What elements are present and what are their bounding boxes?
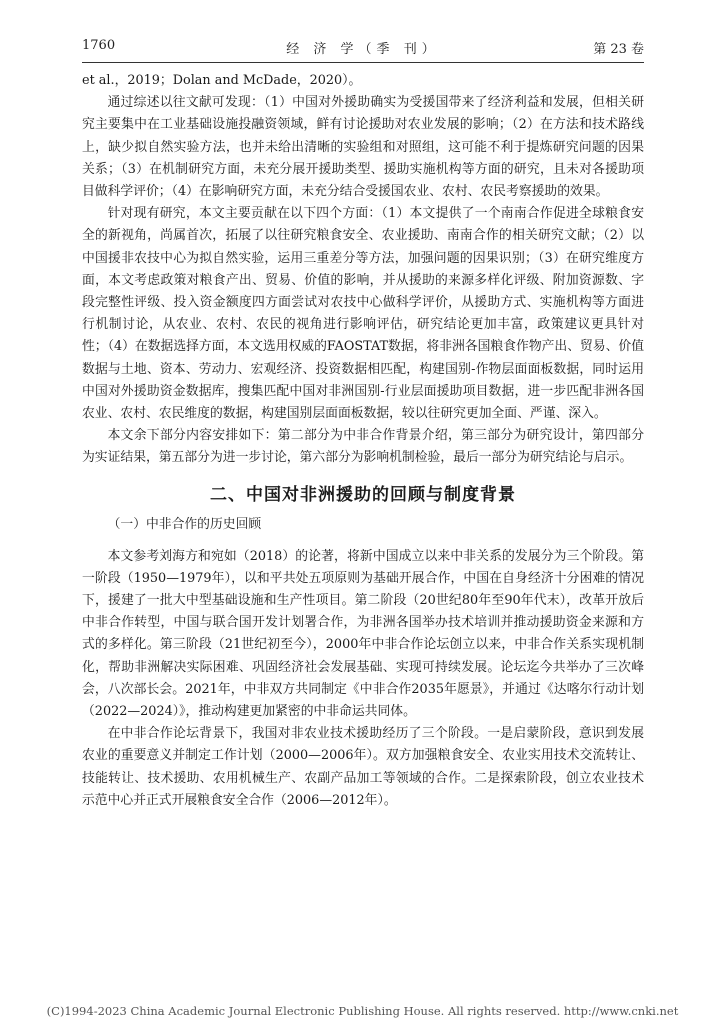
paragraph-contributions: 针对现有研究，本文主要贡献在以下四个方面：（1）本文提供了一个南南合作促进全球粮食安全的新视角，尚属首次，拓展了以往研究粮食安全、农业援助、南南合作的相关研究文献；（2）以中国援非农技中心为拟自然实验，运用三重差分等方法，加强问题的因果识别；（3）在研究维度方面，本文考虑政策对粮食产出、贸易、价值的影响，并从援助的来源多样化评级、附加资源数、字段完整性评级、投入资金额度四方面尝试对农技中心做科学评价，从援助方式、实施机构等方面进行机制讨论，从农业、农村、农民的视角进行影响评估，研究结论更加丰富，政策建议更具针对性；（4）在数据选择方面，本文选用权威的FAOSTAT数据，将非洲各国粮食作物产出、贸易、价值数据与土地、资本、劳动力、宏观经济、投资数据相匹配，构建国别-作物层面面板数据，同时运用中国对外援助资金数据库，搜集匹配中国对非洲国别-行业层面援助项目数据，进一步匹配非洲各国农业、农村、农民维度的数据，构建国别层面面板数据，较以往研究更加全面、严谨、深入。 xyxy=(82,206,644,422)
paragraph-structure: 本文余下部分内容安排如下：第二部分为中非合作背景介绍，第三部分为研究设计，第四部分为实证结果，第五部分为进一步讨论，第六部分为影响机制检验，最后一部分为研究结论与启示。 xyxy=(82,428,644,466)
subsection-title: （一）中非合作的历史回顾 xyxy=(107,516,262,532)
section-title: 二、中国对非洲援助的回顾与制度背景 xyxy=(210,484,516,505)
page-number: 1760 xyxy=(82,38,116,53)
header-rule xyxy=(82,62,644,63)
running-header xyxy=(82,38,644,60)
journal-name: 经 济 学（季 刊） xyxy=(286,42,440,57)
article-body xyxy=(82,70,644,812)
paragraph-citation-tail: et al.，2019；Dolan and McDade，2020）。 xyxy=(82,73,362,88)
paragraph-literature-review: 通过综述以往文献可发现：（1）中国对外援助确实为受援国带来了经济利益和发展，但相关研究主要集中在工业基础设施投融资领域，鲜有讨论援助对农业发展的影响；（2）在方法和技术路线上，缺少拟自然实验方法，也并未给出清晰的实验组和对照组，这可能不利于提炼研究问题的因果关系；（3）在机制研究方面，未充分展开援助类型、援助实施机构等方面的研究，且未对各援助项目做科学评价；（4）在影响研究方面，未充分结合受援国农业、农村、农民考察援助的效果。 xyxy=(82,95,644,200)
volume-label: 第 23 卷 xyxy=(593,42,644,57)
paragraph-history: 本文参考刘海方和宛如（2018）的论著，将新中国成立以来中非关系的发展分为三个阶段。第一阶段（1950—1979年），以和平共处五项原则为基础开展合作，中国在自身经济十分困难的情况下，援建了一批大中型基础设施和生产性项目。第二阶段（20世纪80年至90年代末），改革开放后中非合作转型，中国与联合国开发计划署合作，为非洲各国举办技术培训并推动援助资金来源和方式的多样化。第三阶段（21世纪初至今），2000年中非合作论坛创立以来，中非合作关系实现机制化，帮助非洲解决实际困难、巩固经济社会发展基础、实现可持续发展。论坛迄今共举办了三次峰会，八次部长会。2021年，中非双方共同制定《中非合作2035年愿景》，并通过《达喀尔行动计划（2022—2024）》，推动构建更加紧密的中非命运共同体。 xyxy=(82,548,644,720)
copyright-footer: (C)1994-2023 China Academic Journal Electronic Publishing House. All rights reserved. http://www.cnki.net xyxy=(46,1004,679,1018)
paragraph-agri-aid-stages: 在中非合作论坛背景下，我国对非农业技术援助经历了三个阶段。一是启蒙阶段，意识到发展农业的重要意义并制定工作计划（2000—2006年）。双方加强粮食安全、农业实用技术交流转让、技能转让、技术援助、农用机械生产、农副产品加工等领域的合作。二是探索阶段，创立农业技术示范中心并正式开展粮食安全合作（2006—2012年）。 xyxy=(82,726,644,808)
